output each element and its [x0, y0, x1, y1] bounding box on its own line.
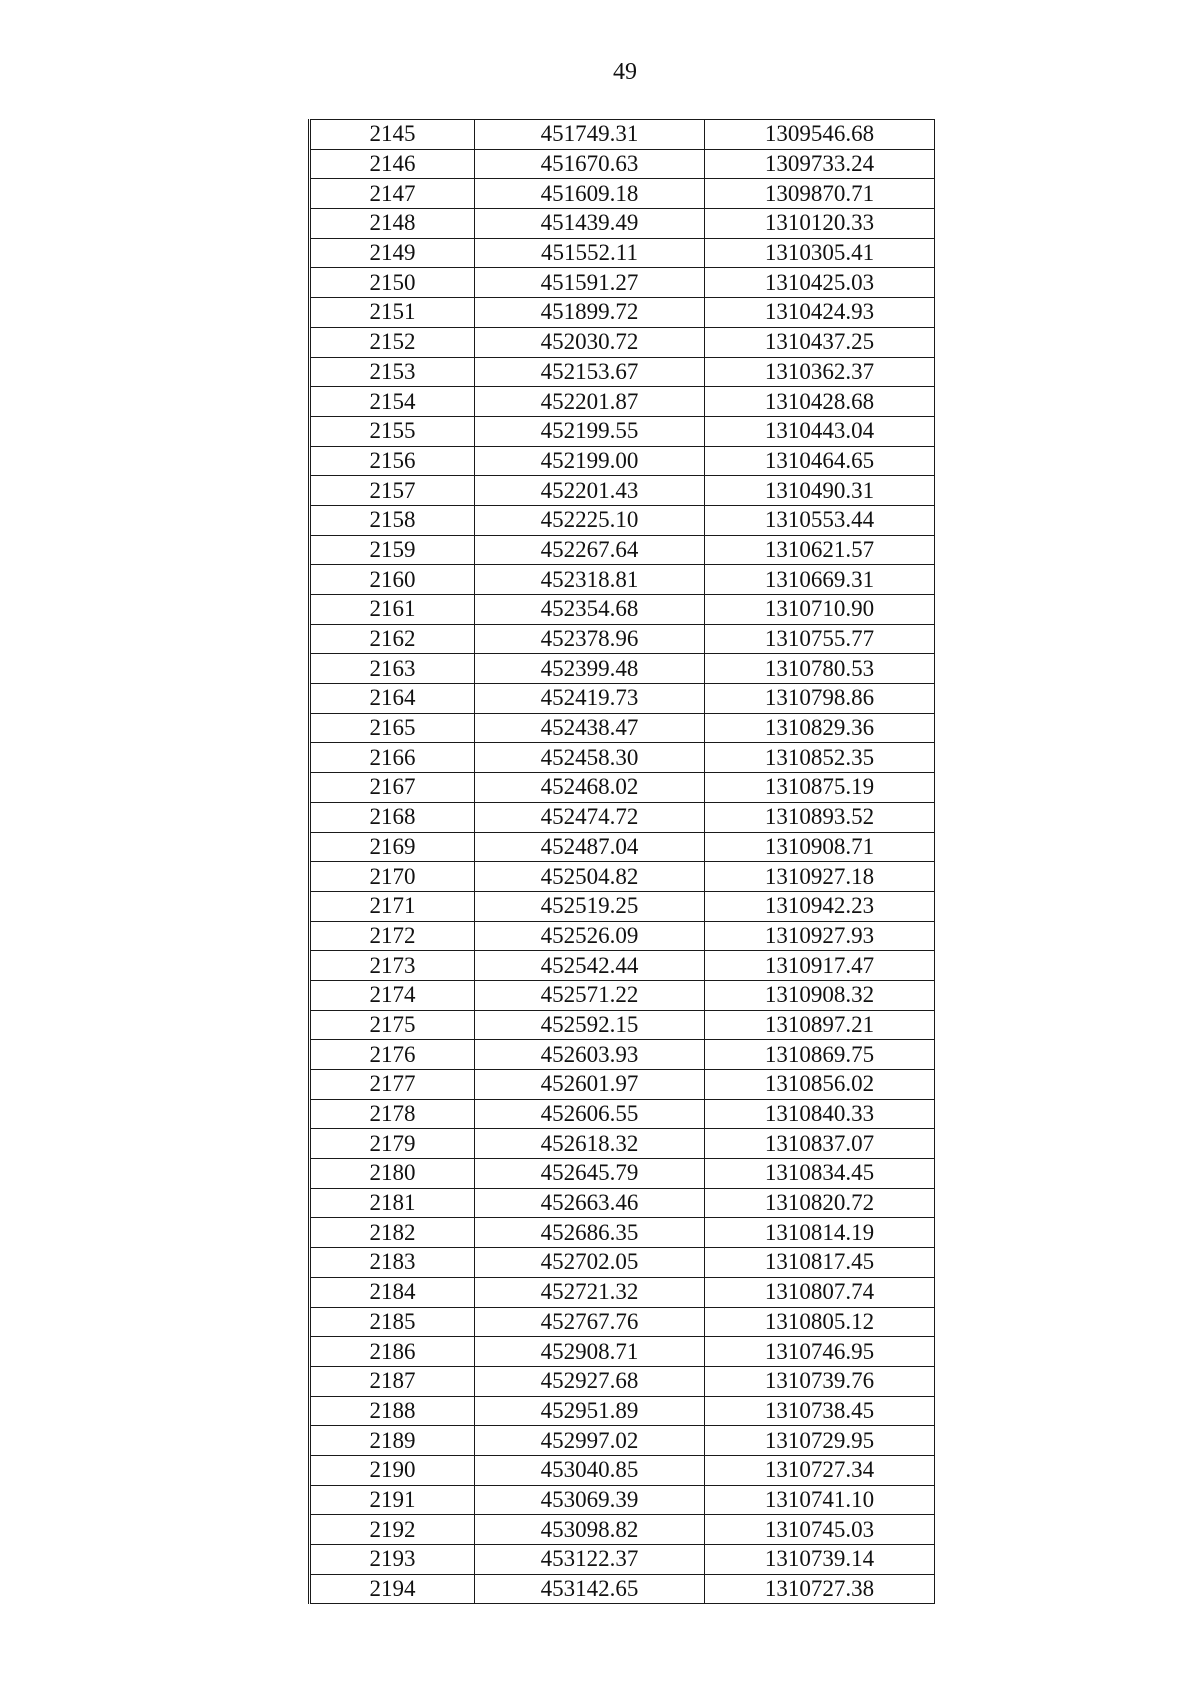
x-coordinate-cell: 452201.87 — [475, 387, 705, 417]
table-row — [310, 980, 935, 1010]
x-coordinate-cell: 451899.72 — [475, 298, 705, 328]
x-coordinate-cell: 453069.39 — [475, 1485, 705, 1515]
point-number-cell: 2173 — [310, 951, 475, 981]
point-number-cell: 2158 — [310, 505, 475, 535]
point-number-cell: 2146 — [310, 149, 475, 179]
x-coordinate-cell: 453142.65 — [475, 1574, 705, 1604]
table-row — [310, 327, 935, 357]
point-number-cell: 2193 — [310, 1545, 475, 1575]
x-coordinate-cell: 452542.44 — [475, 951, 705, 981]
y-coordinate-cell: 1310908.71 — [705, 832, 935, 862]
table-row — [310, 149, 935, 179]
y-coordinate-cell: 1310729.95 — [705, 1426, 935, 1456]
y-coordinate-cell: 1310120.33 — [705, 209, 935, 239]
y-coordinate-cell: 1310869.75 — [705, 1040, 935, 1070]
x-coordinate-cell: 452951.89 — [475, 1396, 705, 1426]
x-coordinate-cell: 452153.67 — [475, 357, 705, 387]
y-coordinate-cell: 1310807.74 — [705, 1277, 935, 1307]
y-coordinate-cell: 1310741.10 — [705, 1485, 935, 1515]
table-row — [310, 1515, 935, 1545]
table-row — [310, 179, 935, 209]
point-number-cell: 2159 — [310, 535, 475, 565]
point-number-cell: 2184 — [310, 1277, 475, 1307]
x-coordinate-cell: 452645.79 — [475, 1159, 705, 1189]
x-coordinate-cell: 452601.97 — [475, 1070, 705, 1100]
y-coordinate-cell: 1310738.45 — [705, 1396, 935, 1426]
table-row — [310, 1455, 935, 1485]
point-number-cell: 2186 — [310, 1337, 475, 1367]
y-coordinate-cell: 1309546.68 — [705, 120, 935, 150]
table-row — [310, 357, 935, 387]
table-row — [310, 1218, 935, 1248]
table-row — [310, 505, 935, 535]
y-coordinate-cell: 1310942.23 — [705, 891, 935, 921]
table-row — [310, 1485, 935, 1515]
x-coordinate-cell: 451552.11 — [475, 238, 705, 268]
x-coordinate-cell: 452419.73 — [475, 684, 705, 714]
point-number-cell: 2160 — [310, 565, 475, 595]
y-coordinate-cell: 1310893.52 — [705, 802, 935, 832]
table-row — [310, 387, 935, 417]
table-row — [310, 209, 935, 239]
point-number-cell: 2185 — [310, 1307, 475, 1337]
table-row — [310, 268, 935, 298]
table-row — [310, 713, 935, 743]
x-coordinate-cell: 452526.09 — [475, 921, 705, 951]
y-coordinate-cell: 1310305.41 — [705, 238, 935, 268]
table-row — [310, 595, 935, 625]
table-row — [310, 1248, 935, 1278]
y-coordinate-cell: 1310424.93 — [705, 298, 935, 328]
point-number-cell: 2163 — [310, 654, 475, 684]
point-number-cell: 2169 — [310, 832, 475, 862]
x-coordinate-cell: 452354.68 — [475, 595, 705, 625]
point-number-cell: 2147 — [310, 179, 475, 209]
point-number-cell: 2178 — [310, 1099, 475, 1129]
x-coordinate-cell: 452721.32 — [475, 1277, 705, 1307]
y-coordinate-cell: 1310829.36 — [705, 713, 935, 743]
x-coordinate-cell: 452225.10 — [475, 505, 705, 535]
point-number-cell: 2156 — [310, 446, 475, 476]
y-coordinate-cell: 1310837.07 — [705, 1129, 935, 1159]
table-row — [310, 1277, 935, 1307]
point-number-cell: 2187 — [310, 1366, 475, 1396]
point-number-cell: 2190 — [310, 1455, 475, 1485]
point-number-cell: 2176 — [310, 1040, 475, 1070]
coordinates-table-body — [310, 120, 935, 1604]
x-coordinate-cell: 452458.30 — [475, 743, 705, 773]
point-number-cell: 2149 — [310, 238, 475, 268]
point-number-cell: 2148 — [310, 209, 475, 239]
y-coordinate-cell: 1310805.12 — [705, 1307, 935, 1337]
x-coordinate-cell: 452519.25 — [475, 891, 705, 921]
table-row — [310, 773, 935, 803]
x-coordinate-cell: 452267.64 — [475, 535, 705, 565]
x-coordinate-cell: 453122.37 — [475, 1545, 705, 1575]
x-coordinate-cell: 451609.18 — [475, 179, 705, 209]
y-coordinate-cell: 1310917.47 — [705, 951, 935, 981]
point-number-cell: 2170 — [310, 862, 475, 892]
y-coordinate-cell: 1310443.04 — [705, 416, 935, 446]
x-coordinate-cell: 452474.72 — [475, 802, 705, 832]
x-coordinate-cell: 452603.93 — [475, 1040, 705, 1070]
table-row — [310, 1366, 935, 1396]
point-number-cell: 2189 — [310, 1426, 475, 1456]
y-coordinate-cell: 1310710.90 — [705, 595, 935, 625]
x-coordinate-cell: 451749.31 — [475, 120, 705, 150]
y-coordinate-cell: 1310362.37 — [705, 357, 935, 387]
table-row — [310, 1545, 935, 1575]
x-coordinate-cell: 452618.32 — [475, 1129, 705, 1159]
x-coordinate-cell: 452438.47 — [475, 713, 705, 743]
y-coordinate-cell: 1310927.93 — [705, 921, 935, 951]
x-coordinate-cell: 452201.43 — [475, 476, 705, 506]
x-coordinate-cell: 451591.27 — [475, 268, 705, 298]
table-row — [310, 951, 935, 981]
y-coordinate-cell: 1310553.44 — [705, 505, 935, 535]
table-row — [310, 1099, 935, 1129]
x-coordinate-cell: 452378.96 — [475, 624, 705, 654]
table-row — [310, 921, 935, 951]
table-row — [310, 743, 935, 773]
table-row — [310, 120, 935, 150]
table-row — [310, 1396, 935, 1426]
point-number-cell: 2157 — [310, 476, 475, 506]
x-coordinate-cell: 452571.22 — [475, 980, 705, 1010]
table-row — [310, 832, 935, 862]
table-row — [310, 446, 935, 476]
point-number-cell: 2167 — [310, 773, 475, 803]
y-coordinate-cell: 1310621.57 — [705, 535, 935, 565]
y-coordinate-cell: 1310908.32 — [705, 980, 935, 1010]
point-number-cell: 2192 — [310, 1515, 475, 1545]
y-coordinate-cell: 1309870.71 — [705, 179, 935, 209]
x-coordinate-cell: 452767.76 — [475, 1307, 705, 1337]
table-row — [310, 1010, 935, 1040]
x-coordinate-cell: 452199.55 — [475, 416, 705, 446]
x-coordinate-cell: 452399.48 — [475, 654, 705, 684]
table-row — [310, 1574, 935, 1604]
point-number-cell: 2171 — [310, 891, 475, 921]
point-number-cell: 2191 — [310, 1485, 475, 1515]
y-coordinate-cell: 1310755.77 — [705, 624, 935, 654]
table-row — [310, 1337, 935, 1367]
y-coordinate-cell: 1310856.02 — [705, 1070, 935, 1100]
point-number-cell: 2154 — [310, 387, 475, 417]
y-coordinate-cell: 1310897.21 — [705, 1010, 935, 1040]
y-coordinate-cell: 1310425.03 — [705, 268, 935, 298]
point-number-cell: 2151 — [310, 298, 475, 328]
y-coordinate-cell: 1310490.31 — [705, 476, 935, 506]
x-coordinate-cell: 452318.81 — [475, 565, 705, 595]
y-coordinate-cell: 1310746.95 — [705, 1337, 935, 1367]
point-number-cell: 2174 — [310, 980, 475, 1010]
y-coordinate-cell: 1310669.31 — [705, 565, 935, 595]
point-number-cell: 2175 — [310, 1010, 475, 1040]
point-number-cell: 2164 — [310, 684, 475, 714]
x-coordinate-cell: 452997.02 — [475, 1426, 705, 1456]
point-number-cell: 2168 — [310, 802, 475, 832]
x-coordinate-cell: 451439.49 — [475, 209, 705, 239]
table-row — [310, 238, 935, 268]
table-row — [310, 862, 935, 892]
point-number-cell: 2183 — [310, 1248, 475, 1278]
table-row — [310, 476, 935, 506]
table-row — [310, 1307, 935, 1337]
y-coordinate-cell: 1310464.65 — [705, 446, 935, 476]
x-coordinate-cell: 453098.82 — [475, 1515, 705, 1545]
x-coordinate-cell: 452606.55 — [475, 1099, 705, 1129]
x-coordinate-cell: 452487.04 — [475, 832, 705, 862]
point-number-cell: 2182 — [310, 1218, 475, 1248]
table-row — [310, 565, 935, 595]
x-coordinate-cell: 452927.68 — [475, 1366, 705, 1396]
point-number-cell: 2165 — [310, 713, 475, 743]
x-coordinate-cell: 452468.02 — [475, 773, 705, 803]
table-row — [310, 684, 935, 714]
y-coordinate-cell: 1310817.45 — [705, 1248, 935, 1278]
x-coordinate-cell: 452702.05 — [475, 1248, 705, 1278]
y-coordinate-cell: 1310780.53 — [705, 654, 935, 684]
coordinates-table — [308, 119, 935, 1604]
table-row — [310, 624, 935, 654]
point-number-cell: 2166 — [310, 743, 475, 773]
y-coordinate-cell: 1310834.45 — [705, 1159, 935, 1189]
y-coordinate-cell: 1310852.35 — [705, 743, 935, 773]
table-row — [310, 802, 935, 832]
table-row — [310, 891, 935, 921]
table-row — [310, 1159, 935, 1189]
table-row — [310, 1426, 935, 1456]
point-number-cell: 2180 — [310, 1159, 475, 1189]
table-row — [310, 1129, 935, 1159]
x-coordinate-cell: 453040.85 — [475, 1455, 705, 1485]
point-number-cell: 2179 — [310, 1129, 475, 1159]
y-coordinate-cell: 1310739.14 — [705, 1545, 935, 1575]
y-coordinate-cell: 1310727.38 — [705, 1574, 935, 1604]
y-coordinate-cell: 1309733.24 — [705, 149, 935, 179]
table-row — [310, 1040, 935, 1070]
y-coordinate-cell: 1310727.34 — [705, 1455, 935, 1485]
table-row — [310, 654, 935, 684]
y-coordinate-cell: 1310820.72 — [705, 1188, 935, 1218]
point-number-cell: 2155 — [310, 416, 475, 446]
x-coordinate-cell: 452592.15 — [475, 1010, 705, 1040]
page-number: 49 — [613, 59, 637, 85]
y-coordinate-cell: 1310840.33 — [705, 1099, 935, 1129]
point-number-cell: 2153 — [310, 357, 475, 387]
y-coordinate-cell: 1310428.68 — [705, 387, 935, 417]
table-row — [310, 1070, 935, 1100]
point-number-cell: 2161 — [310, 595, 475, 625]
point-number-cell: 2150 — [310, 268, 475, 298]
y-coordinate-cell: 1310814.19 — [705, 1218, 935, 1248]
y-coordinate-cell: 1310745.03 — [705, 1515, 935, 1545]
y-coordinate-cell: 1310875.19 — [705, 773, 935, 803]
y-coordinate-cell: 1310798.86 — [705, 684, 935, 714]
y-coordinate-cell: 1310437.25 — [705, 327, 935, 357]
table-row — [310, 416, 935, 446]
table-row — [310, 535, 935, 565]
x-coordinate-cell: 452908.71 — [475, 1337, 705, 1367]
table-row — [310, 298, 935, 328]
point-number-cell: 2172 — [310, 921, 475, 951]
y-coordinate-cell: 1310739.76 — [705, 1366, 935, 1396]
x-coordinate-cell: 452030.72 — [475, 327, 705, 357]
point-number-cell: 2177 — [310, 1070, 475, 1100]
y-coordinate-cell: 1310927.18 — [705, 862, 935, 892]
x-coordinate-cell: 452686.35 — [475, 1218, 705, 1248]
x-coordinate-cell: 452504.82 — [475, 862, 705, 892]
table-row — [310, 1188, 935, 1218]
point-number-cell: 2145 — [310, 120, 475, 150]
point-number-cell: 2152 — [310, 327, 475, 357]
x-coordinate-cell: 452199.00 — [475, 446, 705, 476]
x-coordinate-cell: 451670.63 — [475, 149, 705, 179]
point-number-cell: 2181 — [310, 1188, 475, 1218]
point-number-cell: 2162 — [310, 624, 475, 654]
point-number-cell: 2188 — [310, 1396, 475, 1426]
x-coordinate-cell: 452663.46 — [475, 1188, 705, 1218]
point-number-cell: 2194 — [310, 1574, 475, 1604]
